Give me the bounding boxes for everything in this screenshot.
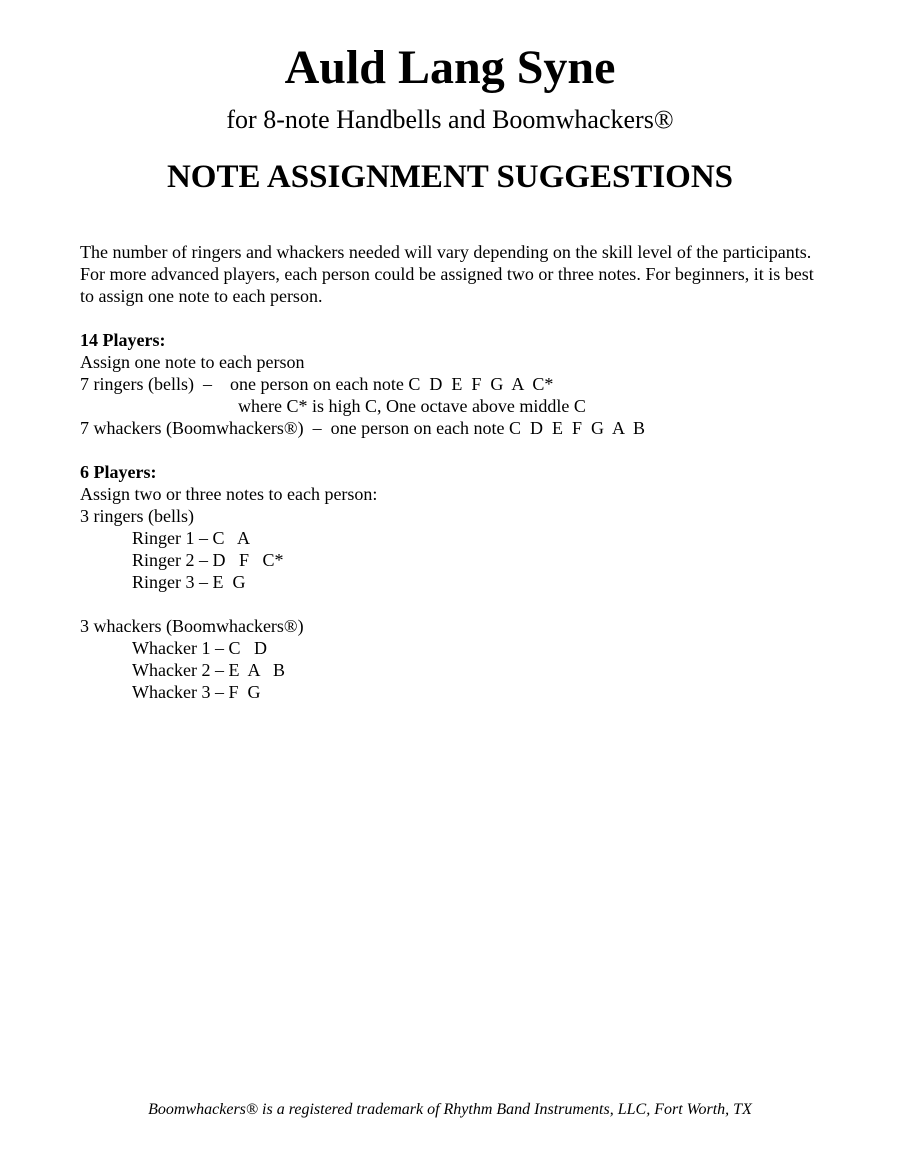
whacker-assignment: Whacker 3 – F G (132, 682, 261, 702)
fourteen-players-where-note: where C* is high C, One octave above middle C (238, 396, 586, 416)
document-body (80, 241, 820, 703)
spacer (80, 439, 820, 461)
section-heading: NOTE ASSIGNMENT SUGGESTIONS (166, 159, 734, 195)
fourteen-players-whackers: 7 whackers (Boomwhackers®) – one person on each note C D E F G A B (80, 418, 646, 438)
six-players-ringers-label: 3 ringers (bells) (80, 506, 194, 526)
fourteen-players-heading: 14 Players: (80, 330, 166, 350)
six-players-instruction: Assign two or three notes to each person: (80, 484, 378, 504)
spacer (80, 593, 820, 615)
whacker-assignment: Whacker 2 – E A B (132, 660, 285, 680)
ringer-assignment: Ringer 2 – D F C* (132, 550, 284, 570)
ringer-assignment: Ringer 1 – C A (132, 528, 251, 548)
six-players-heading: 6 Players: (80, 462, 157, 482)
trademark-footer: Boomwhackers® is a registered trademark of Rhythm Band Instruments, LLC, Fort Worth, TX (148, 1101, 752, 1118)
fourteen-players-instruction: Assign one note to each person (80, 352, 305, 372)
six-players-whackers-label: 3 whackers (Boomwhackers®) (80, 616, 304, 636)
spacer (80, 307, 820, 329)
intro-paragraph: The number of ringers and whackers needed will vary depending on the skill level of the participants. For more advanced players, each person could be assigned two or three notes. For beginners, it is best to assign one note to each person. (80, 242, 814, 306)
ringer-assignment: Ringer 3 – E G (132, 572, 246, 592)
page-title: Auld Lang Syne (284, 41, 616, 94)
page-subtitle: for 8-note Handbells and Boomwhackers® (226, 105, 674, 134)
fourteen-players-ringers: 7 ringers (bells) – one person on each note C D E F G A C* (80, 374, 554, 394)
whacker-assignment: Whacker 1 – C D (132, 638, 267, 658)
